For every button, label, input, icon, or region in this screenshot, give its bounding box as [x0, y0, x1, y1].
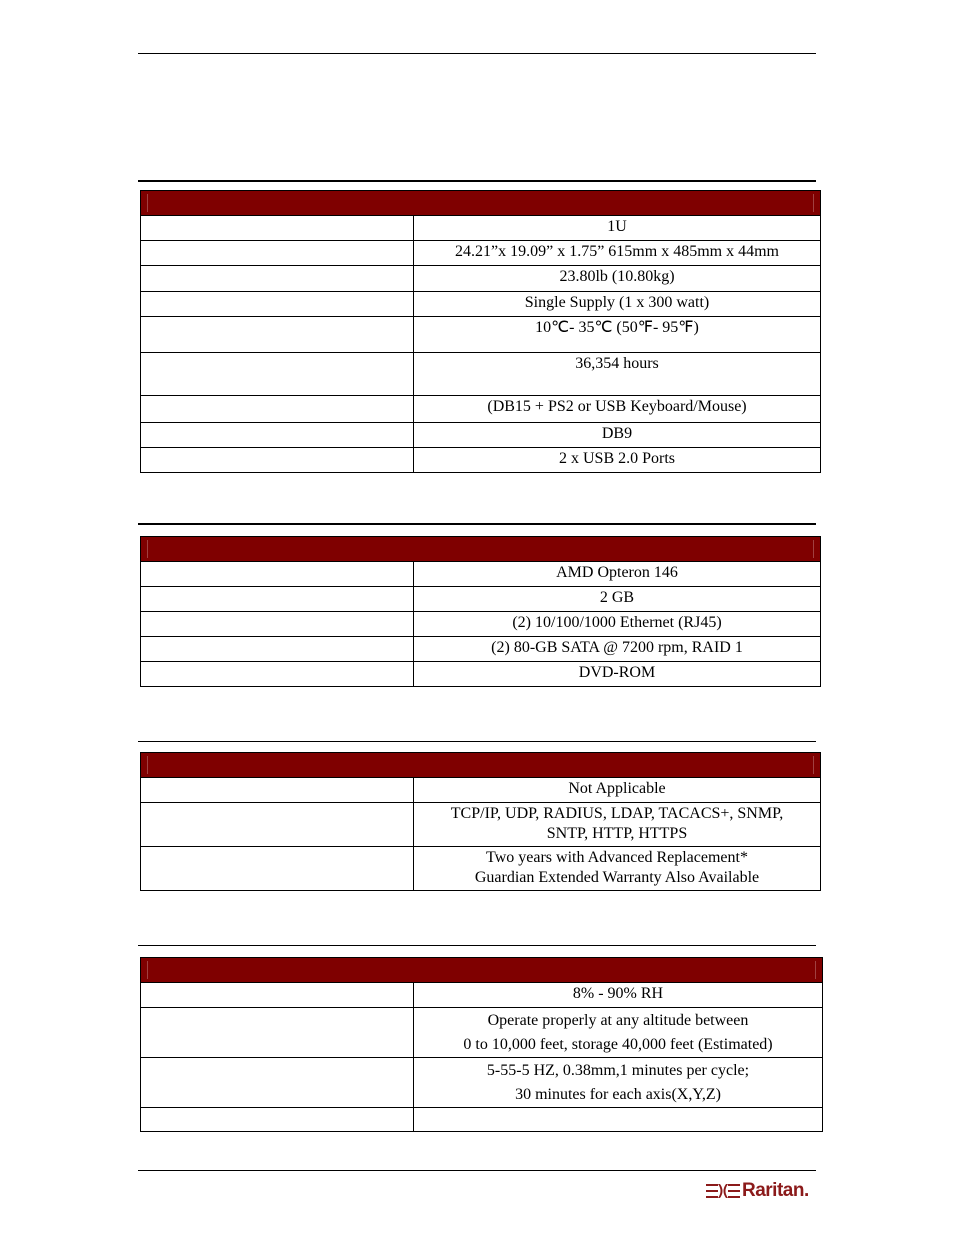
row-label [141, 637, 414, 662]
raritan-logo [706, 1178, 809, 1204]
row-label [141, 353, 414, 396]
row-value [414, 983, 823, 1008]
spec-table-4 [140, 957, 823, 1132]
row-label [141, 612, 414, 637]
spec-table-3 [140, 752, 821, 891]
row-value-line: TCP/IP, UDP, RADIUS, LDAP, TACACS+, SNMP, [450, 805, 784, 822]
table-row [141, 587, 821, 612]
row-value [414, 241, 821, 266]
table-row [141, 803, 821, 847]
row-value-line: 2 x USB 2.0 Ports [558, 450, 676, 467]
row-value [414, 317, 821, 353]
row-value [414, 1108, 823, 1132]
table-row [141, 1108, 823, 1132]
row-value-line: 10℃- 35℃ (50℉- 95℉) [535, 319, 699, 336]
row-label [141, 292, 414, 317]
bottom-rule [138, 1170, 816, 1171]
row-value-line: (DB15 + PS2 or USB Keyboard/Mouse) [487, 398, 747, 415]
table-row [141, 1008, 823, 1058]
table-row [141, 1058, 823, 1108]
table-header-cell [141, 753, 821, 778]
table-row [141, 353, 821, 396]
row-value [414, 612, 821, 637]
table-row [141, 423, 821, 448]
row-value-line: 24.21”x 19.09” x 1.75” 615mm x 485mm x 44mm [455, 243, 779, 260]
row-value-line: 30 minutes for each axis(X,Y,Z) [515, 1086, 721, 1103]
row-value [414, 587, 821, 612]
row-value [414, 266, 821, 292]
row-value-line: (2) 80-GB SATA @ 7200 rpm, RAID 1 [491, 639, 743, 656]
row-value [414, 562, 821, 587]
row-label [141, 778, 414, 803]
table-row [141, 847, 821, 891]
row-value [414, 637, 821, 662]
row-label [141, 266, 414, 292]
row-value-line: Not Applicable [568, 780, 666, 797]
table-row [141, 448, 821, 473]
row-value [414, 1008, 823, 1058]
row-label [141, 662, 414, 687]
table-row [141, 612, 821, 637]
row-value [414, 778, 821, 803]
section-rule-1 [138, 180, 816, 182]
row-value-line: 5-55-5 HZ, 0.38mm,1 minutes per cycle; [486, 1062, 750, 1079]
row-value-line: 23.80lb (10.80kg) [559, 268, 675, 285]
row-label [141, 1108, 414, 1132]
raritan-logo-icon [706, 1181, 740, 1201]
table-row [141, 983, 823, 1008]
row-value [414, 396, 821, 423]
section-rule-3 [138, 741, 816, 742]
row-value-line: AMD Opteron 146 [556, 564, 678, 581]
table-row [141, 396, 821, 423]
row-label [141, 562, 414, 587]
row-value [414, 1058, 823, 1108]
row-label [141, 423, 414, 448]
row-value-line: (2) 10/100/1000 Ethernet (RJ45) [512, 614, 722, 631]
table-row [141, 266, 821, 292]
table-header-band [141, 753, 821, 778]
table-row [141, 662, 821, 687]
row-label [141, 1008, 414, 1058]
table-row [141, 637, 821, 662]
top-rule [138, 53, 816, 54]
row-value [414, 448, 821, 473]
section-rule-2 [138, 523, 816, 525]
row-value-line: SNTP, HTTP, HTTPS [546, 825, 688, 842]
row-value-line: Guardian Extended Warranty Also Available [474, 869, 760, 886]
row-label [141, 448, 414, 473]
row-value [414, 423, 821, 448]
table-row [141, 317, 821, 353]
section-rule-4 [138, 945, 816, 946]
row-value-line: DB9 [601, 425, 633, 442]
row-value [414, 803, 821, 847]
table-row [141, 778, 821, 803]
table-row [141, 562, 821, 587]
table-row [141, 292, 821, 317]
table-header-cell [141, 958, 823, 983]
row-label [141, 587, 414, 612]
table-header-band [141, 958, 823, 983]
table-row [141, 216, 821, 241]
row-label [141, 241, 414, 266]
row-label [141, 803, 414, 847]
row-value-line: 36,354 hours [575, 355, 659, 372]
row-value-line: 8% - 90% RH [572, 985, 664, 1002]
row-value-line: Operate properly at any altitude between [487, 1012, 749, 1029]
row-value [414, 353, 821, 396]
row-label [141, 317, 414, 353]
row-label [141, 396, 414, 423]
table-header-band [141, 191, 821, 216]
row-value [414, 292, 821, 317]
logo-wordmark: Raritan. [742, 1180, 809, 1201]
row-value-line: 0 to 10,000 feet, storage 40,000 feet (Estimated) [463, 1036, 773, 1053]
row-value-line: 1U [607, 218, 627, 235]
row-value-line: Single Supply (1 x 300 watt) [524, 294, 710, 311]
row-label [141, 1058, 414, 1108]
row-value-line: DVD-ROM [578, 664, 656, 681]
row-value [414, 847, 821, 891]
row-value [414, 662, 821, 687]
row-label [141, 216, 414, 241]
row-value [414, 216, 821, 241]
table-header-cell [141, 537, 821, 562]
row-label [141, 983, 414, 1008]
row-label [141, 847, 414, 891]
table-header-band [141, 537, 821, 562]
spec-table-2 [140, 536, 821, 687]
table-header-cell [141, 191, 821, 216]
row-value-line: 2 GB [599, 589, 635, 606]
row-value-line: Two years with Advanced Replacement* [486, 849, 748, 866]
spec-table-1 [140, 190, 821, 473]
table-row [141, 241, 821, 266]
